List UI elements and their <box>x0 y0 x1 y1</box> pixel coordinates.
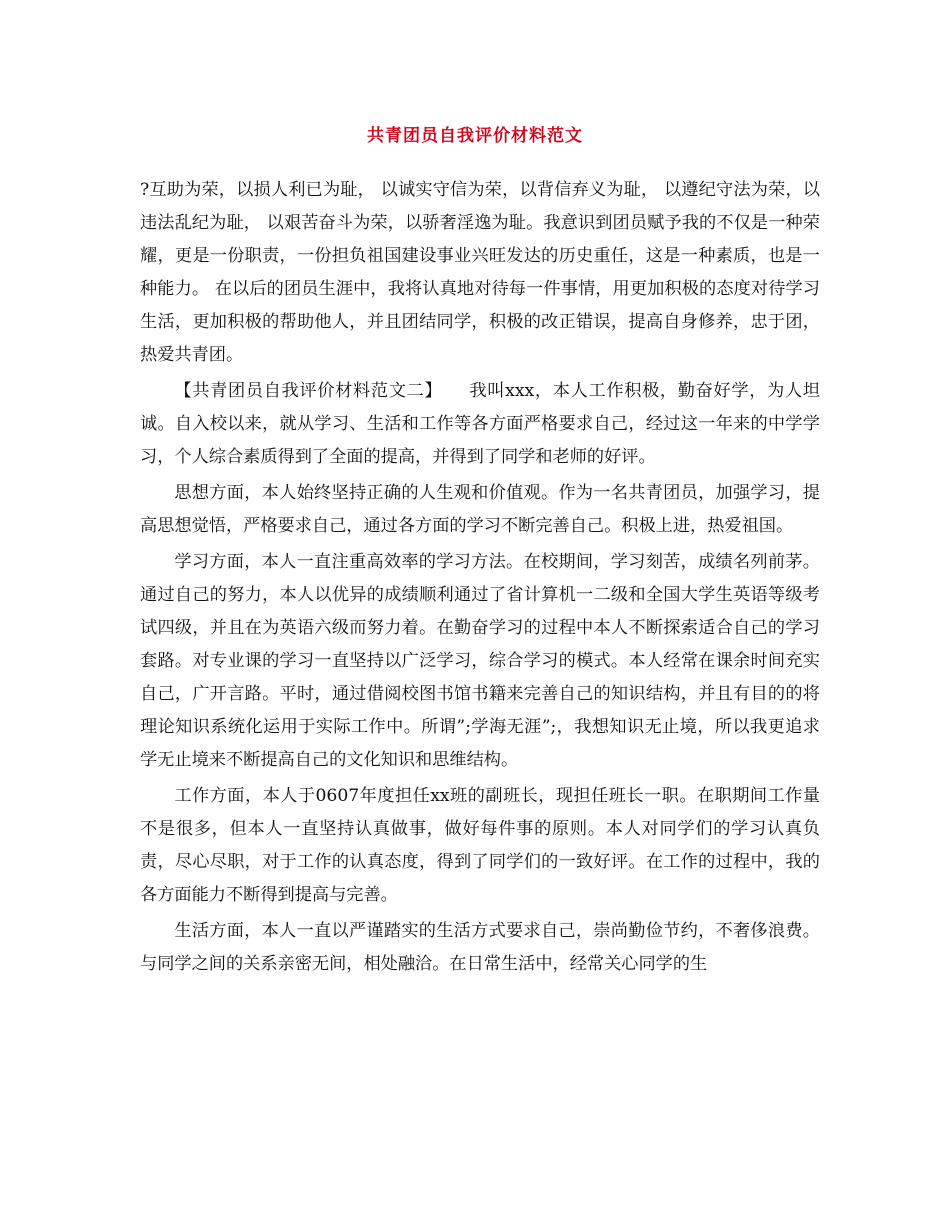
document-body <box>140 174 820 981</box>
paragraph-1: ?互助为荣，以损人利已为耻， 以诚实守信为荣，以背信弃义为耻， 以遵纪守法为荣，以违法乱纪为耻， 以艰苦奋斗为荣，以骄奢淫逸为耻。我意识到团员赋予我的不仅是一种荣耀，更是一份职责，一份担负祖国建设事业兴旺发达的历史重任，这是一种素质，也是一种能力。 在以后的团员生涯中，我将认真地对待每一件事情，用更加积极的态度对待学习生活，更加积极的帮助他人，并且团结同学，积极的改正错误，提高自身修养，忠于团，热爱共青团。 <box>140 180 820 365</box>
paragraph-4: 学习方面，本人一直注重高效率的学习方法。在校期间，学习刻苦，成绩名列前茅。通过自己的努力，本人以优异的成绩顺利通过了省计算机一二级和全国大学生英语等级考试四级，并且在为英语六级而努力着。在勤奋学习的过程中本人不断探索适合自己的学习套路。对专业课的学习一直坚持以广泛学习，综合学习的模式。本人经常在课余时间充实自己，广开言路。平时，通过借阅校图书馆书籍来完善自己的知识结构，并且有目的的将理论知识系统化运用于实际工作中。所谓”;学海无涯”;，我想知识无止境，所以我更追求学无止境来不断提高自己的文化知识和思维结构。 <box>140 552 820 770</box>
paragraph-5: 工作方面，本人于0607年度担任xx班的副班长，现担任班长一职。在职期间工作量不是很多，但本人一直坚持认真做事，做好每件事的原则。本人对同学们的学习认真负责，尽心尽职，对于工作的认真态度，得到了同学们的一致好评。在工作的过程中，我的各方面能力不断得到提高与完善。 <box>140 786 820 905</box>
document-title: 共青团员自我评价材料范文 <box>367 126 583 146</box>
paragraph-3: 思想方面，本人始终坚持正确的人生观和价值观。作为一名共青团员，加强学习，提高思想觉悟，严格要求自己，通过各方面的学习不断完善自己。积极上进，热爱祖国。 <box>140 483 820 536</box>
paragraph-2: 【共青团员自我评价材料范文二】 我叫xxx，本人工作积极，勤奋好学，为人坦诚。自入校以来，就从学习、生活和工作等各方面严格要求自己，经过这一年来的中学学习，个人综合素质得到了全面的提高，并得到了同学和老师的好评。 <box>140 381 820 467</box>
paragraph-6: 生活方面，本人一直以严谨踏实的生活方式要求自己，崇尚勤俭节约，不奢侈浪费。与同学之间的关系亲密无间，相处融洽。在日常生活中，经常关心同学的生 <box>140 921 820 974</box>
